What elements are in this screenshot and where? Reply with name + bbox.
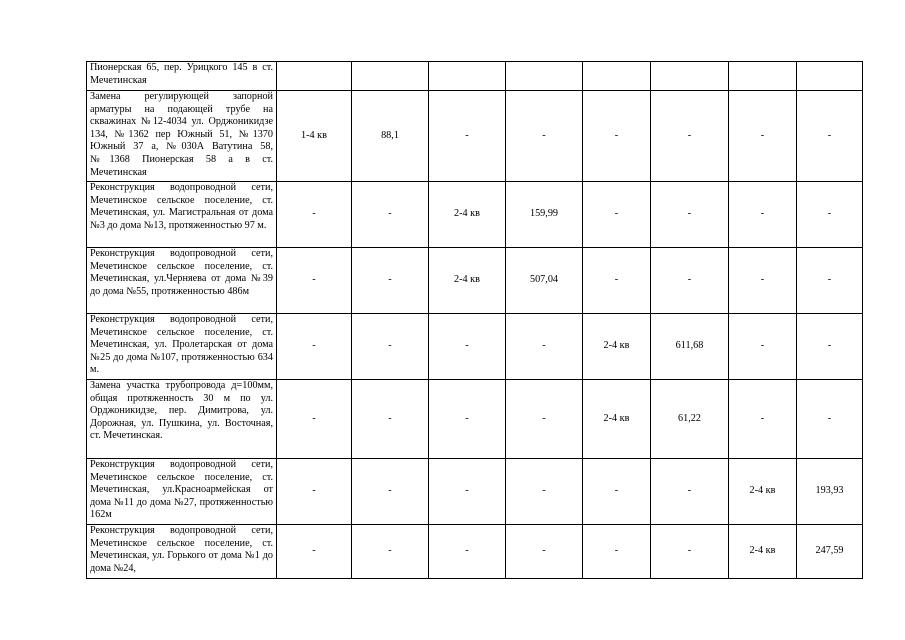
table-cell: -	[797, 380, 863, 459]
table-cell: -	[797, 182, 863, 248]
table-cell: -	[429, 314, 506, 380]
table-cell: 2-4 кв	[729, 525, 797, 579]
table-cell: -	[352, 525, 429, 579]
table-cell: 88,1	[352, 91, 429, 182]
table-cell: -	[583, 525, 651, 579]
table-cell: -	[729, 248, 797, 314]
work-description: Пионерская 65, пер. Урицкого 145 в ст. Мечетинская	[87, 62, 277, 91]
table-cell: 61,22	[651, 380, 729, 459]
table-cell	[797, 62, 863, 91]
table-cell	[506, 62, 583, 91]
table-row	[87, 182, 863, 248]
table-cell: -	[583, 182, 651, 248]
table-cell: -	[583, 459, 651, 525]
table-cell: -	[352, 380, 429, 459]
table-cell	[277, 62, 352, 91]
table-cell: 247,59	[797, 525, 863, 579]
table-row	[87, 62, 863, 91]
table-row	[87, 459, 863, 525]
work-description: Реконструкция водопроводной сети, Мечетинское сельское поселение, ст. Мечетинская, ул. Магистральная от дома №3 до дома №13, протяженностью 97 м.	[87, 182, 277, 248]
work-description: Реконструкция водопроводной сети, Мечетинское сельское поселение, ст. Мечетинская, ул.Красноармейская от дома №11 до дома №27, протяженностью 162м	[87, 459, 277, 525]
work-description: Реконструкция водопроводной сети, Мечетинское сельское поселение, ст. Мечетинская, ул. Горького от дома №1 до дома №24,	[87, 525, 277, 579]
table-cell: 193,93	[797, 459, 863, 525]
work-description: Реконструкция водопроводной сети, Мечетинское сельское поселение, ст. Мечетинская, ул. Пролетарская от дома №25 до дома №107, протяженностью 634 м.	[87, 314, 277, 380]
table-cell: -	[583, 248, 651, 314]
table-cell: -	[651, 525, 729, 579]
table-cell: 2-4 кв	[583, 380, 651, 459]
table-cell	[583, 62, 651, 91]
table-cell: -	[352, 248, 429, 314]
table-cell: -	[277, 459, 352, 525]
table-cell: -	[277, 314, 352, 380]
table-cell: 2-4 кв	[429, 182, 506, 248]
table-cell: -	[506, 91, 583, 182]
table-cell: 2-4 кв	[729, 459, 797, 525]
table-cell: -	[729, 314, 797, 380]
table-cell	[651, 62, 729, 91]
table-row	[87, 525, 863, 579]
table-cell: -	[729, 91, 797, 182]
table-cell: -	[797, 314, 863, 380]
table-cell: -	[352, 459, 429, 525]
table-cell: 611,68	[651, 314, 729, 380]
table-cell: -	[352, 314, 429, 380]
table-cell: -	[506, 459, 583, 525]
table-cell: -	[583, 91, 651, 182]
table-row	[87, 91, 863, 182]
table-cell: -	[651, 459, 729, 525]
table-row	[87, 380, 863, 459]
work-description: Замена регулирующей запорной арматуры на подающей трубе на скважинах №12-4034 ул. Орджоникидзе 134, №1362 пер Южный 51, №1370 Южный 37 а, №030А Ватутина 58, №1368 Пионерская 58 а в ст. Мечетинская	[87, 91, 277, 182]
table-cell: -	[651, 91, 729, 182]
table-cell: 2-4 кв	[429, 248, 506, 314]
table-cell: 2-4 кв	[583, 314, 651, 380]
table-cell: 507,04	[506, 248, 583, 314]
table-row	[87, 248, 863, 314]
table-cell: -	[797, 248, 863, 314]
table-cell: -	[429, 380, 506, 459]
table-cell: -	[429, 91, 506, 182]
table-cell	[352, 62, 429, 91]
table-cell: -	[429, 459, 506, 525]
work-description: Реконструкция водопроводной сети, Мечетинское сельское поселение, ст. Мечетинская, ул.Черняева от дома №39 до дома №55, протяженностью 486м	[87, 248, 277, 314]
table-cell: -	[651, 248, 729, 314]
table-cell: -	[729, 182, 797, 248]
table-cell: -	[506, 525, 583, 579]
table-cell: -	[651, 182, 729, 248]
table-cell: -	[352, 182, 429, 248]
table-cell: -	[506, 314, 583, 380]
table-cell: -	[506, 380, 583, 459]
work-description: Замена участка трубопровода д=100мм, общая протяженность 30 м по ул. Орджоникидзе, пер. Димитрова, ул. Дорожная, ул. Пушкина, ул. Восточная, ст. Мечетинская.	[87, 380, 277, 459]
table-row	[87, 314, 863, 380]
table-cell: 159,99	[506, 182, 583, 248]
works-table	[86, 61, 863, 579]
table-cell: 1-4 кв	[277, 91, 352, 182]
table-cell: -	[277, 182, 352, 248]
table-cell: -	[277, 248, 352, 314]
table-cell: -	[277, 380, 352, 459]
table-cell	[729, 62, 797, 91]
table-cell: -	[797, 91, 863, 182]
table-cell: -	[429, 525, 506, 579]
table-cell: -	[277, 525, 352, 579]
table-cell	[429, 62, 506, 91]
table-cell: -	[729, 380, 797, 459]
